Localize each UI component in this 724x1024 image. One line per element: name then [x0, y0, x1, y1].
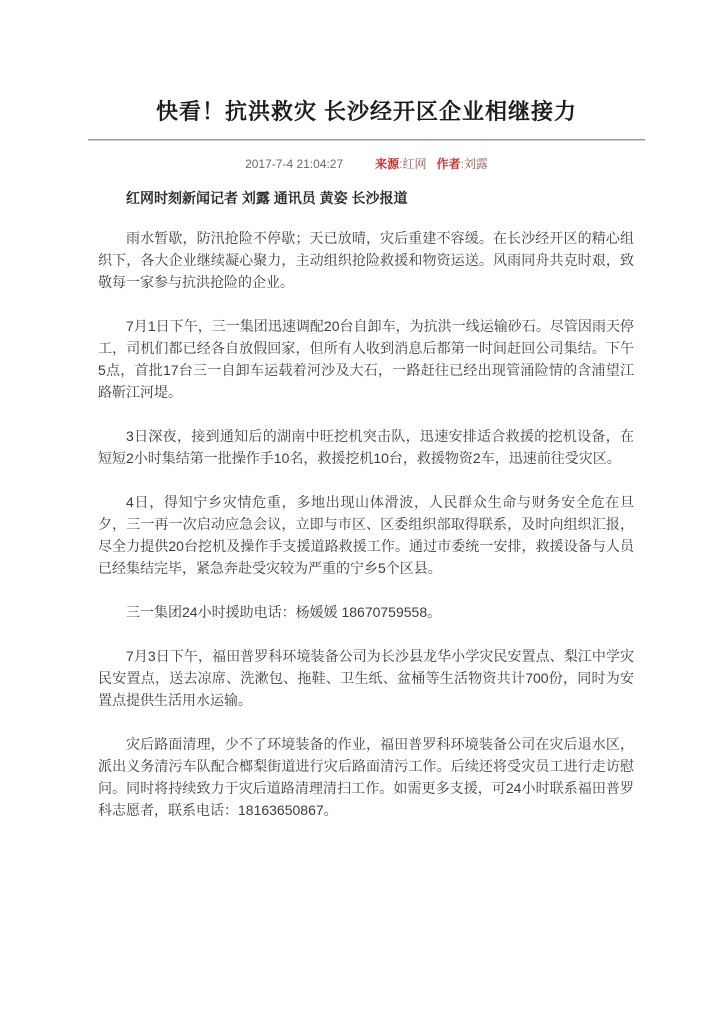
paragraph-4: 4日，得知宁乡灾情危重，多地出现山体滑波，人民群众生命与财务安全危在旦夕，三一再一次启动应急会议，立即与市区、区委组织部取得联系，及时向组织汇报，尽全力提供20台挖机及操作手支援道路救援工作。通过市委统一安排，救援设备与人员已经集结完毕，紧急奔赴受灾较为严重的宁乡5个区县。 — [98, 494, 634, 577]
reporter-byline: 红网时刻新闻记者 刘露 通讯员 黄姿 长沙报道 — [126, 190, 408, 207]
source-colon: : — [399, 157, 403, 172]
author-label: 作者 — [436, 157, 461, 172]
paragraph-hotline: 三一集团24小时援助电话：杨媛媛 18670759558。 — [126, 604, 442, 621]
paragraph-7: 灾后路面清理，少不了环境装备的作业，福田普罗科环境装备公司在灾后退水区，派出义务清污车队配合榔梨街道进行灾后路面清污工作。后续还将受灾员工进行走访慰问。同时将持续致力于灾后道路清理清扫工作。如需更多支援，可24小时联系福田普罗科志愿者，联系电话：18163650867。 — [98, 736, 634, 819]
page-title: 快看！抗洪救灾 长沙经开区企业相继接力 — [155, 98, 578, 124]
paragraph-6: 7月3日下午，福田普罗科环境装备公司为长沙县龙华小学灾民安置点、梨江中学灾民安置点，送去凉席、洗漱包、拖鞋、卫生纸、盆桶等生活物资共计700份，同时为安置点提供生活用水运输。 — [98, 648, 634, 709]
source-label: 来源 — [375, 157, 400, 172]
article-meta-line — [88, 156, 645, 172]
title-divider — [88, 139, 645, 141]
article-body — [98, 227, 634, 821]
paragraph-1: 雨水暂歇，防汛抢险不停歇；天已放晴，灾后重建不容缓。在长沙经开区的精心组织下，各大企业继续凝心聚力，主动组织抢险救援和物资运送。风雨同舟共克时艰，致敬每一家参与抗洪抢险的企业。 — [98, 230, 634, 291]
author-colon: : — [460, 157, 464, 172]
publish-timestamp: 2017-7-4 21:04:27 — [245, 157, 344, 172]
source-value: 红网 — [402, 157, 427, 172]
author-value: 刘露 — [463, 157, 488, 172]
paragraph-2: 7月1日下午，三一集团迅速调配20台自卸车，为抗洪一线运输砂石。尽管因雨天停工，司机们都已经各自放假回家，但所有人收到消息后都第一时间赶回公司集结。下午5点，首批17台三一自卸车运载着河沙及大石，一路赶往已经出现管涌险情的含浦望江路靳江河堤。 — [98, 318, 634, 401]
paragraph-3: 3日深夜，接到通知后的湖南中旺挖机突击队，迅速安排适合救援的挖机设备，在短短2小时集结第一批操作手10名，救援挖机10台，救援物资2车，迅速前往受灾区。 — [98, 428, 634, 467]
